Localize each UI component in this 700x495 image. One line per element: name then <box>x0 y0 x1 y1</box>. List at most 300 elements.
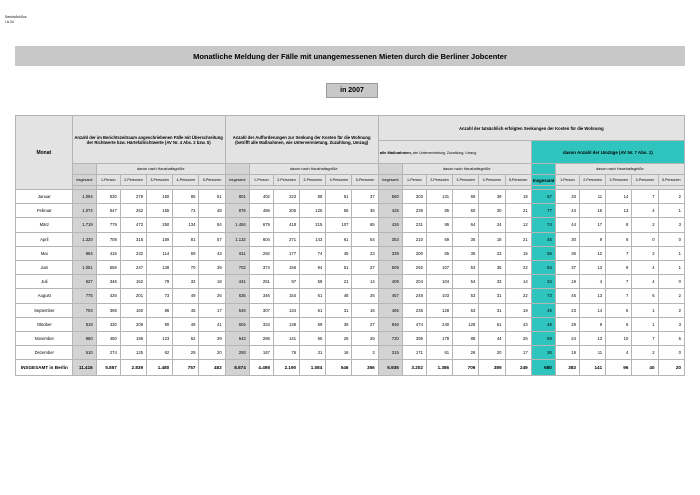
value-cell: 31 <box>479 303 505 317</box>
value-cell: 125 <box>120 346 146 360</box>
value-cell: 20 <box>658 360 684 376</box>
value-cell: 249 <box>505 360 531 376</box>
value-cell: 611 <box>225 246 249 260</box>
value-cell: 123 <box>147 331 173 345</box>
value-cell: 36 <box>352 204 378 218</box>
value-cell: 307 <box>249 303 273 317</box>
value-cell: 64 <box>531 260 555 274</box>
value-cell: 14 <box>579 303 605 317</box>
davon-spacer <box>378 164 402 175</box>
value-cell: 85 <box>173 190 199 204</box>
value-cell: 44 <box>555 218 579 232</box>
value-cell: 27 <box>352 260 378 274</box>
value-cell: 61 <box>300 303 326 317</box>
value-cell: 139 <box>147 260 173 274</box>
subcolumn-header: 3-Personen <box>300 175 326 186</box>
value-cell: 6 <box>606 232 632 246</box>
table-row <box>16 232 685 246</box>
value-cell: 0 <box>632 232 658 246</box>
value-cell: 37 <box>352 190 378 204</box>
value-cell: 19 <box>505 303 531 317</box>
value-cell: 26 <box>453 346 479 360</box>
value-cell: 466 <box>378 303 402 317</box>
value-cell: 62 <box>147 346 173 360</box>
value-cell: 54 <box>352 232 378 246</box>
table-row <box>16 190 685 204</box>
value-cell: 70 <box>173 260 199 274</box>
value-cell: 356 <box>352 360 378 376</box>
value-cell: 7 <box>632 331 658 345</box>
value-cell: 3 <box>658 317 684 331</box>
group1-header: Anzahl der im Berichtszeitraum angeschriebenen Fälle mit Überschreitung der Richtwerte bzw. Härtefallrichtwerte (AV Nr. 4 Abs. 2 bzw. 5) <box>72 116 225 164</box>
value-cell: 1.051 <box>72 260 96 274</box>
value-cell: 14 <box>505 275 531 289</box>
value-cell: 278 <box>120 190 146 204</box>
value-cell: 61 <box>300 289 326 303</box>
table-row <box>16 275 685 289</box>
value-cell: 16 <box>326 346 352 360</box>
subcolumn-header: Insgesamt <box>225 175 249 186</box>
value-cell: 483 <box>199 360 225 376</box>
value-cell: 32 <box>173 275 199 289</box>
value-cell: 26 <box>199 289 225 303</box>
value-cell: 65 <box>300 331 326 345</box>
value-cell: 11 <box>579 190 605 204</box>
value-cell: 240 <box>426 317 452 331</box>
value-cell: 251 <box>249 275 273 289</box>
value-cell: 53 <box>453 289 479 303</box>
value-cell: 31 <box>300 346 326 360</box>
value-cell: 1 <box>658 246 684 260</box>
value-cell: 45 <box>531 303 555 317</box>
value-cell: 19 <box>555 346 579 360</box>
subcolumn-header: 3-Personen <box>453 175 479 186</box>
value-cell: 196 <box>120 331 146 345</box>
value-cell: 18 <box>199 275 225 289</box>
value-cell: 709 <box>453 360 479 376</box>
subcolumn-header: 1-Person <box>249 175 273 186</box>
total-row <box>16 360 685 376</box>
value-cell: 231 <box>402 218 426 232</box>
value-cell: 23 <box>479 246 505 260</box>
value-cell: 4 <box>632 204 658 218</box>
value-cell: 65 <box>426 246 452 260</box>
davon-header: davon nach Haushaltsgröße <box>249 164 378 175</box>
subcolumn-header: 4-Personen <box>479 175 505 186</box>
month-cell: April <box>16 232 73 246</box>
value-cell: 12 <box>505 218 531 232</box>
value-cell: 546 <box>326 360 352 376</box>
value-cell: 353 <box>378 232 402 246</box>
value-cell: 15 <box>579 204 605 218</box>
subcolumn-header: Insgesamt <box>72 175 96 186</box>
value-cell: 402 <box>249 190 273 204</box>
value-cell: 864 <box>72 246 96 260</box>
value-cell: 235 <box>402 303 426 317</box>
value-cell: 104 <box>426 275 452 289</box>
value-cell: 383 <box>555 360 579 376</box>
subcolumn-header: 1-Person <box>555 175 579 186</box>
value-cell: 58 <box>300 275 326 289</box>
group3a-header-rest: wie Untervermietung, Zuzahlung, Umzug <box>411 150 477 155</box>
value-cell: 86 <box>147 303 173 317</box>
value-cell: 2 <box>658 303 684 317</box>
value-cell: 88 <box>453 331 479 345</box>
value-cell: 74 <box>300 246 326 260</box>
value-cell: 6 <box>606 317 632 331</box>
value-cell: 25 <box>505 331 531 345</box>
value-cell: 730 <box>378 331 402 345</box>
value-cell: 43 <box>505 317 531 331</box>
value-cell: 680 <box>531 360 555 376</box>
value-cell: 474 <box>402 317 426 331</box>
value-cell: 73 <box>147 289 173 303</box>
value-cell: 1 <box>632 303 658 317</box>
davon-header: davon nach Haushaltsgröße <box>402 164 531 175</box>
subcolumn-header: 2-Personen <box>426 175 452 186</box>
value-cell: 33 <box>479 275 505 289</box>
value-cell: 103 <box>426 289 452 303</box>
value-cell: 8.674 <box>225 360 249 376</box>
value-cell: 801 <box>225 190 249 204</box>
group2-header: Anzahl der Aufforderungen zur Senkung der Kosten für die Wohnung (betrifft alle Maßnahmen, wie Untervermietung, Zuzahlung, Umzug) <box>225 116 378 164</box>
value-cell: 250 <box>147 218 173 232</box>
value-cell: 22 <box>505 289 531 303</box>
value-cell: 13 <box>579 289 605 303</box>
value-cell: 9 <box>579 317 605 331</box>
subcolumn-header: 5-Personen <box>505 175 531 186</box>
value-cell: 128 <box>426 303 452 317</box>
value-cell: 36 <box>555 246 579 260</box>
value-cell: 177 <box>273 246 299 260</box>
value-cell: 150 <box>147 190 173 204</box>
value-cell: 25 <box>326 331 352 345</box>
value-cell: 200 <box>402 246 426 260</box>
value-cell: 5.935 <box>378 360 402 376</box>
value-cell: 56 <box>326 204 352 218</box>
value-cell: 48 <box>326 289 352 303</box>
value-cell: 23 <box>352 246 378 260</box>
value-cell: 17 <box>199 303 225 317</box>
value-cell: 26 <box>352 331 378 345</box>
value-cell: 171 <box>402 346 426 360</box>
month-cell: September <box>16 303 73 317</box>
subcolumn-header: 2-Personen <box>579 175 605 186</box>
value-cell: 45 <box>173 303 199 317</box>
value-cell: 232 <box>120 246 146 260</box>
value-cell: 107 <box>426 260 452 274</box>
value-cell: 26 <box>352 289 378 303</box>
value-cell: 441 <box>225 275 249 289</box>
value-cell: 7 <box>632 190 658 204</box>
value-cell: 457 <box>378 289 402 303</box>
value-cell: 30 <box>479 204 505 218</box>
value-cell: 9 <box>579 232 605 246</box>
value-cell: 13 <box>579 331 605 345</box>
value-cell: 79 <box>147 275 173 289</box>
value-cell: 36 <box>453 246 479 260</box>
value-cell: 141 <box>579 360 605 376</box>
subcolumn-header: 5-Personen <box>658 175 684 186</box>
table-row <box>16 218 685 232</box>
value-cell: 3 <box>352 346 378 360</box>
reference-line-1: SenIntArbSoz <box>5 15 27 19</box>
value-cell: 22 <box>505 260 531 274</box>
value-cell: 708 <box>96 232 120 246</box>
value-cell: 0 <box>658 232 684 246</box>
value-cell: 84 <box>199 218 225 232</box>
value-cell: 39 <box>199 331 225 345</box>
value-cell: 549 <box>225 303 249 317</box>
value-cell: 95 <box>426 218 452 232</box>
value-cell: 57 <box>199 232 225 246</box>
value-cell: 6 <box>632 289 658 303</box>
davon-spacer <box>72 164 96 175</box>
month-cell: Oktober <box>16 317 73 331</box>
value-cell: 152 <box>120 275 146 289</box>
value-cell: 239 <box>402 204 426 218</box>
value-cell: 125 <box>300 204 326 218</box>
value-cell: 5 <box>658 331 684 345</box>
value-cell: 131 <box>426 190 452 204</box>
group3-header: Anzahl der tatsächlich erfolgten Senkungen der Kosten für die Wohnung <box>378 116 684 141</box>
value-cell: 1.132 <box>225 232 249 246</box>
reference-line-2: I A 24 <box>5 19 14 24</box>
value-cell: 29 <box>555 317 579 331</box>
value-cell: 13 <box>579 260 605 274</box>
value-cell: 143 <box>300 232 326 246</box>
value-cell: 134 <box>173 218 199 232</box>
value-cell: 3.202 <box>402 360 426 376</box>
subcolumn-header: 5-Personen <box>352 175 378 186</box>
value-cell: 154 <box>273 289 299 303</box>
davon-header: davon nach Haushaltsgröße <box>555 164 684 175</box>
value-cell: 339 <box>378 246 402 260</box>
value-cell: 36 <box>326 317 352 331</box>
value-cell: 426 <box>378 218 402 232</box>
month-cell: August <box>16 289 73 303</box>
value-cell: 775 <box>72 289 96 303</box>
statistics-table <box>15 115 685 376</box>
value-cell: 49 <box>173 289 199 303</box>
value-cell: 2 <box>632 246 658 260</box>
month-cell: November <box>16 331 73 345</box>
davon-spacer <box>531 164 555 175</box>
value-cell: 53 <box>453 303 479 317</box>
value-cell: 7 <box>606 275 632 289</box>
value-cell: 543 <box>225 331 249 345</box>
value-cell: 510 <box>72 346 96 360</box>
value-cell: 69 <box>300 317 326 331</box>
value-cell: 128 <box>453 317 479 331</box>
value-cell: 69 <box>453 190 479 204</box>
month-column-header: Monat <box>16 116 73 190</box>
value-cell: 21 <box>326 275 352 289</box>
value-cell: 90 <box>147 317 173 331</box>
value-cell: 209 <box>120 317 146 331</box>
total-label: INSGESAMT in Berlin <box>16 360 73 376</box>
value-cell: 159 <box>147 232 173 246</box>
value-cell: 604 <box>249 232 273 246</box>
value-cell: 2 <box>632 218 658 232</box>
value-cell: 556 <box>96 260 120 274</box>
value-cell: 81 <box>173 232 199 246</box>
value-cell: 45 <box>326 246 352 260</box>
value-cell: 274 <box>96 346 120 360</box>
value-cell: 67 <box>531 190 555 204</box>
value-cell: 21 <box>505 232 531 246</box>
value-cell: 303 <box>402 190 426 204</box>
value-cell: 74 <box>531 218 555 232</box>
value-cell: 210 <box>402 232 426 246</box>
value-cell: 5.857 <box>96 360 120 376</box>
value-cell: 215 <box>300 218 326 232</box>
value-cell: 17 <box>579 218 605 232</box>
value-cell: 96 <box>606 360 632 376</box>
subcolumn-header: 4-Personen <box>173 175 199 186</box>
value-cell: 0 <box>658 346 684 360</box>
value-cell: 292 <box>402 260 426 274</box>
value-cell: 247 <box>120 260 146 274</box>
value-cell: 61 <box>479 317 505 331</box>
value-cell: 293 <box>225 346 249 360</box>
value-cell: 1.719 <box>72 218 96 232</box>
value-cell: 30 <box>555 232 579 246</box>
value-cell: 395 <box>402 331 426 345</box>
value-cell: 315 <box>120 232 146 246</box>
value-cell: 12 <box>579 246 605 260</box>
value-cell: 779 <box>96 218 120 232</box>
month-cell: Mai <box>16 246 73 260</box>
value-cell: 13 <box>606 204 632 218</box>
table-row <box>16 303 685 317</box>
value-cell: 11.416 <box>72 360 96 376</box>
month-cell: Juli <box>16 275 73 289</box>
value-cell: 547 <box>96 204 120 218</box>
value-cell: 1.480 <box>147 360 173 376</box>
value-cell: 2.839 <box>120 360 146 376</box>
value-cell: 77 <box>531 204 555 218</box>
value-cell: 69 <box>426 232 452 246</box>
value-cell: 88 <box>300 190 326 204</box>
value-cell: 3 <box>658 218 684 232</box>
value-cell: 204 <box>402 275 426 289</box>
value-cell: 134 <box>273 303 299 317</box>
subcolumn-header: 3-Personen <box>606 175 632 186</box>
value-cell: 160 <box>120 303 146 317</box>
value-cell: 85 <box>426 204 452 218</box>
value-cell: 425 <box>378 204 402 218</box>
davon-spacer <box>225 164 249 175</box>
value-cell: 389 <box>479 360 505 376</box>
value-cell: 1 <box>658 204 684 218</box>
value-cell: 1 <box>658 260 684 274</box>
value-cell: 418 <box>273 218 299 232</box>
value-cell: 40 <box>632 360 658 376</box>
value-cell: 48 <box>531 317 555 331</box>
table-body <box>16 190 685 376</box>
value-cell: 29 <box>173 346 199 360</box>
value-cell: 416 <box>96 246 120 260</box>
value-cell: 1.084 <box>300 360 326 376</box>
value-cell: 15 <box>505 246 531 260</box>
value-cell: 54 <box>453 275 479 289</box>
table-row <box>16 246 685 260</box>
value-cell: 4 <box>606 346 632 360</box>
subcolumn-header: 2-Personen <box>120 175 146 186</box>
subcolumn-header: 4-Personen <box>632 175 658 186</box>
year-label: in 2007 <box>326 83 378 98</box>
value-cell: 704 <box>72 303 96 317</box>
value-cell: 4 <box>579 275 605 289</box>
value-cell: 18 <box>505 190 531 204</box>
value-cell: 248 <box>402 289 426 303</box>
subcolumn-header: 5-Personen <box>199 175 225 186</box>
table-row <box>16 260 685 274</box>
value-cell: 0 <box>658 275 684 289</box>
value-cell: 53 <box>453 260 479 274</box>
value-cell: 14 <box>606 190 632 204</box>
value-cell: 138 <box>273 317 299 331</box>
value-cell: 334 <box>249 317 273 331</box>
value-cell: 702 <box>225 260 249 274</box>
subcolumn-header: 2-Personen <box>273 175 299 186</box>
value-cell: 51 <box>199 190 225 204</box>
value-cell: 1.484 <box>225 218 249 232</box>
month-cell: Dezember <box>16 346 73 360</box>
value-cell: 8 <box>606 218 632 232</box>
document-reference <box>5 15 27 24</box>
value-cell: 5 <box>606 303 632 317</box>
subcolumn-header: Insgesamt <box>378 175 402 186</box>
page-title: Monatliche Meldung der Fälle mit unangemessenen Mieten durch die Berliner Jobcenter <box>15 46 685 66</box>
value-cell: 41 <box>199 317 225 331</box>
value-cell: 44 <box>479 331 505 345</box>
value-cell: 34 <box>531 275 555 289</box>
value-cell: 51 <box>326 260 352 274</box>
value-cell: 757 <box>173 360 199 376</box>
value-cell: 4.498 <box>249 360 273 376</box>
header-row-subcolumns <box>16 175 685 186</box>
value-cell: 141 <box>273 331 299 345</box>
value-cell: 2 <box>658 289 684 303</box>
value-cell: 19 <box>555 275 579 289</box>
group3b-header: davon Anzahl der Umzüge (AV Nr. 7 Abs. 1) <box>531 141 684 164</box>
value-cell: 35 <box>479 260 505 274</box>
value-cell: 18 <box>479 232 505 246</box>
value-cell: 23 <box>555 303 579 317</box>
subcolumn-header: 1-Person <box>402 175 426 186</box>
header-row-groups <box>16 116 685 141</box>
value-cell: 2.190 <box>273 360 299 376</box>
value-cell: 1.320 <box>72 232 96 246</box>
value-cell: 114 <box>147 246 173 260</box>
value-cell: 292 <box>249 246 273 260</box>
value-cell: 426 <box>96 289 120 303</box>
value-cell: 33 <box>555 190 579 204</box>
value-cell: 679 <box>249 218 273 232</box>
value-cell: 56 <box>531 246 555 260</box>
value-cell: 7 <box>606 246 632 260</box>
subcolumn-header: 1-Person <box>96 175 120 186</box>
value-cell: 374 <box>249 260 273 274</box>
value-cell: 49 <box>173 317 199 331</box>
month-cell: März <box>16 218 73 232</box>
value-cell: 223 <box>273 190 299 204</box>
value-cell: 39 <box>199 260 225 274</box>
value-cell: 48 <box>199 204 225 218</box>
value-cell: 456 <box>249 204 273 218</box>
